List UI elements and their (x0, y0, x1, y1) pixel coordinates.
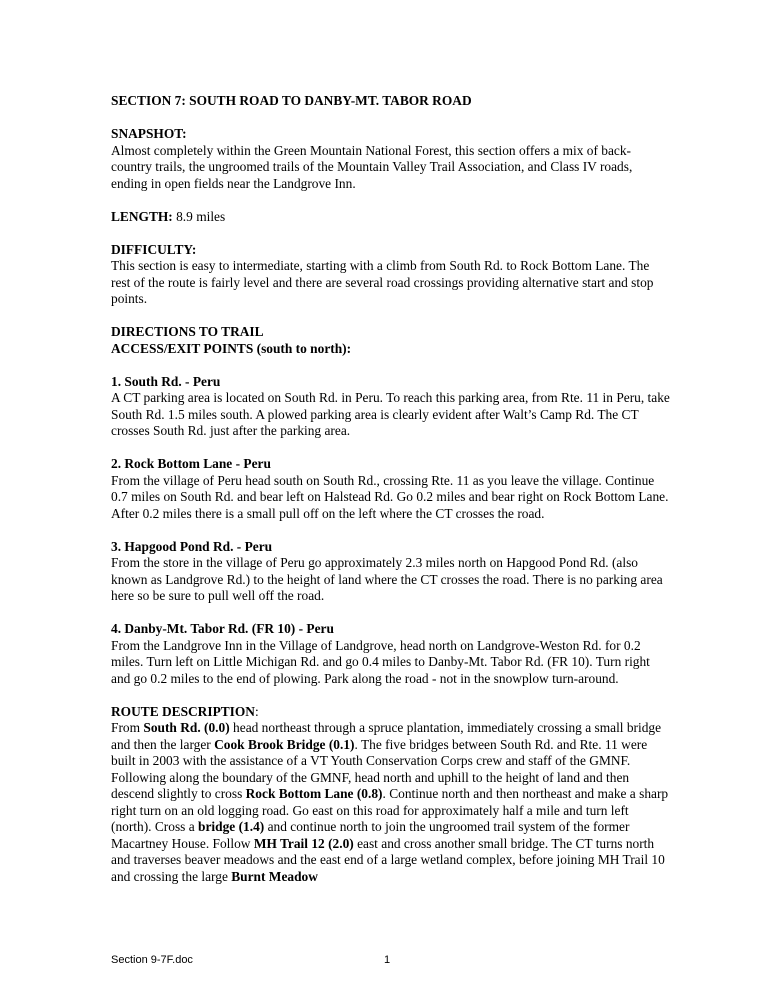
route-landmark: Rock Bottom Lane (0.8) (245, 786, 383, 801)
route-landmark: South Rd. (0.0) (143, 720, 230, 735)
route-description-text (111, 720, 671, 885)
route-landmark: Cook Brook Bridge (0.1) (214, 736, 355, 752)
access-point-title: 3. Hapgood Pond Rd. - Peru (111, 538, 273, 554)
route-text-segment: and continue north to join the ungroomed trail system of the former Macartney House. Follow (111, 819, 630, 851)
access-point-text: From the Landgrove Inn in the Village of Landgrove, head north on Landgrove-Weston Rd. for 0.2 miles. Turn left on Little Michigan Rd. and go 0.4 miles to Danby-Mt. Tabor Rd. (FR 10). Turn right and go 0.2 miles to the end of plowing. Park along the road - not in the snowplow turn-around. (111, 637, 650, 686)
footer-filename: Section 9-7F.doc (111, 954, 193, 966)
snapshot-heading: SNAPSHOT: (111, 126, 187, 141)
route-text-segment: head northeast through a spruce plantation, immediately crossing a small bridge and then the larger (111, 720, 662, 752)
footer-page-number: 1 (384, 954, 391, 966)
route-text-segment: east and cross another small bridge. The CT turns north and traverses beaver meadows and the east end of a large wetland complex, before joining MH Trail 10 and crossing the large (111, 835, 665, 884)
document-page (111, 93, 671, 885)
route-landmark: Burnt Meadow (231, 868, 318, 884)
length-label: LENGTH: (111, 208, 173, 224)
directions-heading-line2: ACCESS/EXIT POINTS (south to north): (111, 340, 352, 356)
route-landmark: bridge (1.4) (198, 819, 265, 834)
section-title: SECTION 7: SOUTH ROAD TO DANBY-MT. TABOR ROAD (111, 93, 472, 108)
access-point-title: 4. Danby-Mt. Tabor Rd. (FR 10) - Peru (111, 621, 334, 636)
route-heading-line (111, 704, 671, 721)
access-point-text: From the store in the village of Peru go approximately 2.3 miles north on Hapgood Pond Rd. (also known as Landgrove Rd.) to the height of land where the CT crosses the road. There is no parking area here so be sure to pull well off the road. (111, 555, 663, 603)
route-text-segment: . The five bridges between South Rd. and Rte. 11 were built in 2003 with the assistance of a VT Youth Conservation Corps crew and staff of the GMNF. Following along the boundary of the GMNF, head north and uphill to the height of land and then descend slightly to cross (111, 736, 648, 801)
access-point-text: A CT parking area is located on South Rd. in Peru. To reach this parking area, from Rte. 11 in Peru, take South Rd. 1.5 miles south. A plowed parking area is clearly evident after Walt’s Camp Rd. The CT crosses South Rd. just after the parking area. (111, 390, 670, 438)
difficulty-text: This section is easy to intermediate, starting with a climb from South Rd. to Rock Bottom Lane. The rest of the route is fairly level and there are several road crossings providing alternative start and stop points. (111, 258, 654, 306)
difficulty-heading: DIFFICULTY: (111, 241, 197, 257)
length-line (111, 209, 671, 226)
route-landmark: MH Trail 12 (2.0) (253, 835, 354, 851)
snapshot-text: Almost completely within the Green Mountain National Forest, this section offers a mix of back-country trails, the ungroomed trails of the Mountain Valley Trail Association, and Class IV roads, ending in open fields near the Landgrove Inn. (111, 142, 633, 191)
route-heading-colon: : (254, 703, 259, 719)
route-heading: ROUTE DESCRIPTION (111, 703, 255, 719)
access-point-title: 1. South Rd. - Peru (111, 373, 221, 389)
route-text-segment: . Continue north and then northeast and make a sharp right turn on an old logging road. Go east on this road for approximately half a mile and turn left (north). Cross a (111, 786, 669, 834)
access-point-title: 2. Rock Bottom Lane - Peru (111, 456, 271, 471)
directions-heading-line1: DIRECTIONS TO TRAIL (111, 324, 264, 339)
route-text-segment: From (111, 720, 144, 735)
length-value: 8.9 miles (172, 208, 226, 224)
access-point-text: From the village of Peru head south on South Rd., crossing Rte. 11 as you leave the village. Continue 0.7 miles on South Rd. and bear left on Halstead Rd. Go 0.2 miles and bear right on Rock Bottom Lane. After 0.2 miles there is a small pull off on the left where the CT crosses the road. (111, 472, 669, 521)
